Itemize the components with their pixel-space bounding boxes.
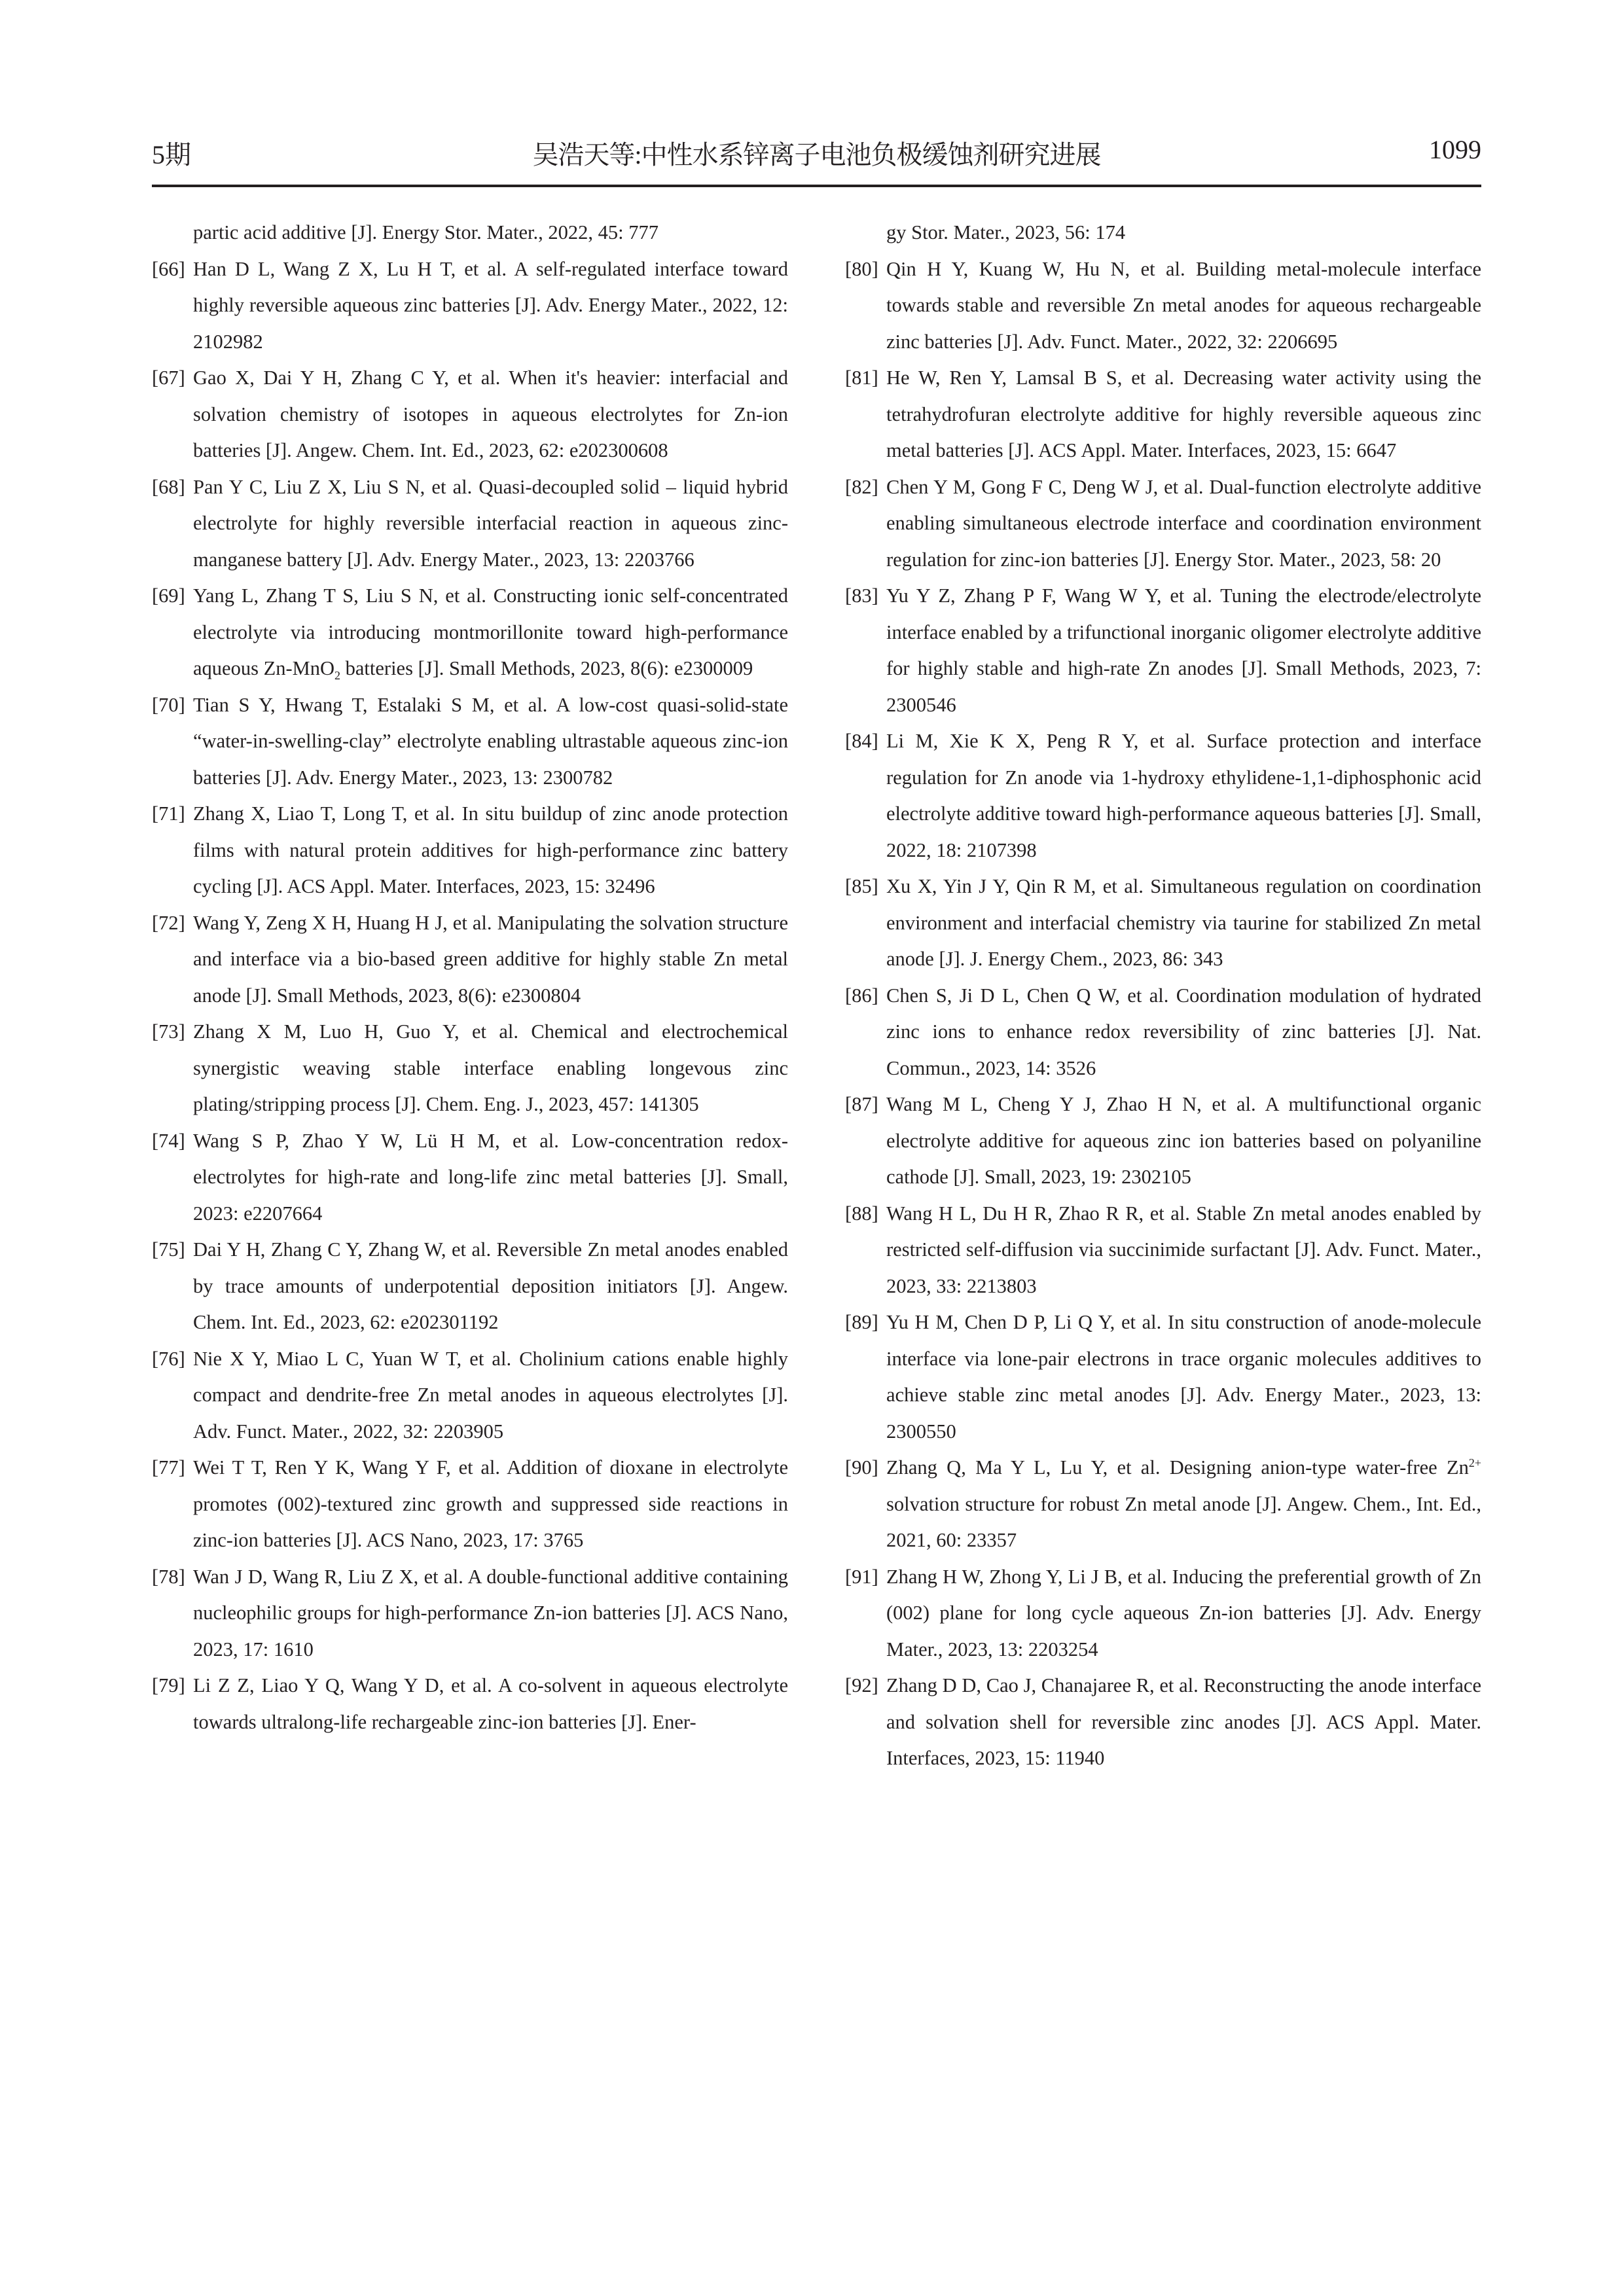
reference-entry [845,1559,1481,1668]
reference-text: batteries [J]. Small Methods, 2023, 8(6): e2300009 [340,657,753,679]
reference-entry [845,723,1481,869]
reference-continuation: gy Stor. Mater., 2023, 56: 174 [886,221,1126,243]
reference-text: Han D L, Wang Z X, Lu H T, et al. A self-regulated interface toward highly reversible aqueous zinc batteries [J]. Adv. Energy Mater., 2022, 12: 2102982 [193,257,788,353]
reference-number: [73] [152,1020,185,1043]
reference-text: Zhang H W, Zhong Y, Li J B, et al. Inducing the preferential growth of Zn (002) plane for long cycle aqueous Zn-ion batteries [J]. Adv. Energy Mater., 2023, 13: 2203254 [886,1565,1481,1660]
reference-number: [67] [152,367,185,389]
running-header [152,134,1481,173]
reference-entry [152,1559,788,1668]
reference-entry [845,1450,1481,1559]
reference-number: [92] [845,1674,878,1696]
reference-text: Zhang D D, Cao J, Chanajaree R, et al. Reconstructing the anode interface and solvation shell for reversible zinc anodes [J]. ACS Appl. Mater. Interfaces, 2023, 15: 11940 [886,1674,1481,1769]
reference-entry [845,1304,1481,1450]
reference-text: He W, Ren Y, Lamsal B S, et al. Decreasing water activity using the tetrahydrofuran electrolyte additive for highly reversible aqueous zinc metal batteries [J]. ACS Appl. Mater. Interfaces, 2023, 15: 6647 [886,367,1481,461]
reference-text: Wang M L, Cheng Y J, Zhao H N, et al. A multifunctional organic electrolyte additive for aqueous zinc ion batteries based on polyaniline cathode [J]. Small, 2023, 19: 2302105 [886,1093,1481,1188]
reference-text: Zhang X, Liao T, Long T, et al. In situ buildup of zinc anode protection films with natural protein additives for high-performance zinc battery cycling [J]. ACS Appl. Mater. Interfaces, 2023, 15: 32496 [193,802,788,897]
reference-entry [152,251,788,361]
reference-text: Qin H Y, Kuang W, Hu N, et al. Building metal-molecule interface towards stable and reversible Zn metal anodes for aqueous rechargeable zinc batteries [J]. Adv. Funct. Mater., 2022, 32: 2206695 [886,257,1481,353]
reference-text: Gao X, Dai Y H, Zhang C Y, et al. When it's heavier: interfacial and solvation chemistry of isotopes in aqueous electrolytes for Zn-ion batteries [J]. Angew. Chem. Int. Ed., 2023, 62: e202300608 [193,367,788,461]
reference-number: [91] [845,1565,878,1588]
header-rule [152,185,1481,187]
reference-entry [845,469,1481,579]
reference-text: Chen Y M, Gong F C, Deng W J, et al. Dual-function electrolyte additive enabling simultaneous electrode interface and coordination environment regulation for zinc-ion batteries [J]. Energy Stor. Mater., 2023, 58: 20 [886,475,1481,571]
reference-entry [845,360,1481,469]
reference-number: [84] [845,730,878,752]
reference-entry [152,796,788,905]
reference-number: [68] [152,475,185,498]
reference-number: [79] [152,1674,185,1696]
reference-number: [66] [152,257,185,280]
reference-text: Pan Y C, Liu Z X, Liu S N, et al. Quasi-decoupled solid – liquid hybrid electrolyte for highly reversible interfacial reaction in aqueous zinc-manganese battery [J]. Adv. Energy Mater., 2023, 13: 2203766 [193,475,788,571]
reference-entry [845,1086,1481,1196]
reference-number: [76] [152,1347,185,1370]
reference-text: Dai Y H, Zhang C Y, Zhang W, et al. Reversible Zn metal anodes enabled by trace amounts of underpotential deposition initiators [J]. Angew. Chem. Int. Ed., 2023, 62: e202301192 [193,1238,788,1333]
reference-number: [77] [152,1456,185,1479]
reference-number: [81] [845,367,878,389]
reference-entry [845,1668,1481,1777]
page-number: 1099 [1429,135,1481,164]
reference-entry [845,978,1481,1087]
reference-number: [69] [152,584,185,607]
reference-entry [152,578,788,687]
reference-number: [83] [845,584,878,607]
reference-text: Wang H L, Du H R, Zhao R R, et al. Stable Zn metal anodes enabled by restricted self-diffusion via succinimide surfactant [J]. Adv. Funct. Mater., 2023, 33: 2213803 [886,1202,1481,1297]
reference-subscript: 2 [334,669,341,683]
reference-text: Yu Y Z, Zhang P F, Wang W Y, et al. Tuning the electrode/electrolyte interface enabled by a trifunctional inorganic oligomer electrolyte additive for highly stable and high-rate Zn anodes [J]. Small Methods, 2023, 7: 2300546 [886,584,1481,716]
reference-text: Tian S Y, Hwang T, Estalaki S M, et al. A low-cost quasi-solid-state “water-in-swelling-clay” electrolyte enabling ultrastable aqueous zinc-ion batteries [J]. Adv. Energy Mater., 2023, 13: 2300782 [193,693,788,789]
reference-text: Zhang X M, Luo H, Guo Y, et al. Chemical and electrochemical synergistic weaving stable interface enabling longevous zinc plating/stripping process [J]. Chem. Eng. J., 2023, 457: 141305 [193,1020,788,1115]
right-column [845,215,1481,1777]
reference-entry [152,1232,788,1341]
reference-entry [152,1123,788,1232]
reference-entry [845,1196,1481,1305]
reference-text: Nie X Y, Miao L C, Yuan W T, et al. Cholinium cations enable highly compact and dendrite-free Zn metal anodes in aqueous electrolytes [J]. Adv. Funct. Mater., 2022, 32: 2203905 [193,1347,788,1443]
reference-number: [75] [152,1238,185,1261]
reference-entry [152,360,788,469]
reference-number: [88] [845,1202,878,1225]
reference-text: Li M, Xie K X, Peng R Y, et al. Surface protection and interface regulation for Zn anode via 1-hydroxy ethylidene-1,1-diphosphonic acid electrolyte additive toward high-performance aqueous batteries [J]. Small, 2022, 18: 2107398 [886,730,1481,861]
reference-entry [152,469,788,579]
reference-text: Yu H M, Chen D P, Li Q Y, et al. In situ construction of anode-molecule interface via lone-pair electrons in trace organic molecules additives to achieve stable zinc metal anodes [J]. Adv. Energy Mater., 2023, 13: 2300550 [886,1311,1481,1443]
reference-number: [72] [152,911,185,934]
reference-text: Li Z Z, Liao Y Q, Wang Y D, et al. A co-solvent in aqueous electrolyte towards ultralong-life rechargeable zinc-ion batteries [J]. Ener- [193,1674,788,1733]
reference-entry [152,1668,788,1740]
reference-text: Wang Y, Zeng X H, Huang H J, et al. Manipulating the solvation structure and interface via a bio-based green additive for highly stable Zn metal anode [J]. Small Methods, 2023, 8(6): e2300804 [193,911,788,1007]
reference-entry [845,578,1481,723]
reference-number: [86] [845,984,878,1007]
reference-entry [152,1014,788,1123]
reference-number: [71] [152,802,185,825]
running-title: 吴浩天等:中性水系锌离子电池负极缓蚀剂研究进展 [532,140,1101,170]
reference-number: [85] [845,875,878,897]
reference-entry [152,1450,788,1559]
reference-entry [845,869,1481,978]
reference-number: [70] [152,693,185,716]
reference-text: Wan J D, Wang R, Liu Z X, et al. A double-functional additive containing nucleophilic groups for high-performance Zn-ion batteries [J]. ACS Nano, 2023, 17: 1610 [193,1565,788,1660]
reference-number: [87] [845,1093,878,1115]
reference-number: [89] [845,1311,878,1333]
reference-text: Wei T T, Ren Y K, Wang Y F, et al. Addition of dioxane in electrolyte promotes (002)-textured zinc growth and suppressed side reactions in zinc-ion batteries [J]. ACS Nano, 2023, 17: 3765 [193,1456,788,1551]
reference-number: [74] [152,1129,185,1152]
issue-number: 5期 [152,140,191,170]
reference-number: [78] [152,1565,185,1588]
reference-continuation: partic acid additive [J]. Energy Stor. Mater., 2022, 45: 777 [193,221,659,243]
reference-text: Xu X, Yin J Y, Qin R M, et al. Simultaneous regulation on coordination environment and interfacial chemistry via taurine for stabilized Zn metal anode [J]. J. Energy Chem., 2023, 86: 343 [886,875,1481,970]
reference-entry [152,1341,788,1450]
reference-entry [152,905,788,1014]
left-column [152,215,788,1740]
reference-text: solvation structure for robust Zn metal anode [J]. Angew. Chem., Int. Ed., 2021, 60: 23357 [886,1492,1481,1551]
reference-supscript: 2+ [1468,1456,1481,1469]
reference-text: Chen S, Ji D L, Chen Q W, et al. Coordination modulation of hydrated zinc ions to enhance redox reversibility of zinc batteries [J]. Nat. Commun., 2023, 14: 3526 [886,984,1481,1079]
reference-entry [152,687,788,797]
reference-entry [845,251,1481,361]
reference-number: [80] [845,257,878,280]
reference-text: Yang L, Zhang T S, Liu S N, et al. Constructing ionic self-concentrated electrolyte via introducing montmorillonite toward high-performance aqueous Zn-MnO [193,584,788,679]
reference-text: Zhang Q, Ma Y L, Lu Y, et al. Designing anion-type water-free Zn [886,1456,1469,1479]
reference-number: [82] [845,475,878,498]
reference-number: [90] [845,1456,878,1479]
reference-text: Wang S P, Zhao Y W, Lü H M, et al. Low-concentration redox-electrolytes for high-rate and long-life zinc metal batteries [J]. Small, 2023: e2207664 [193,1129,788,1225]
